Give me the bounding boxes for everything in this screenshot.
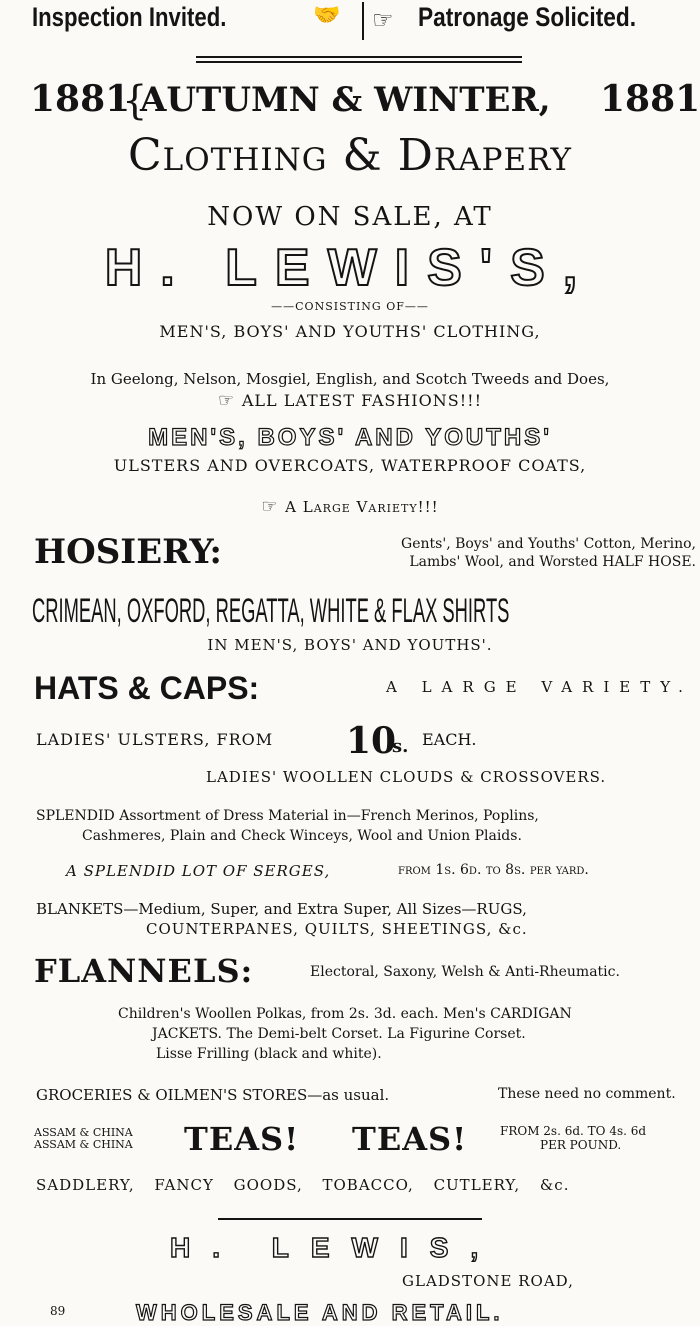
header-row xyxy=(0,0,700,40)
hosiery-title: HOSIERY: xyxy=(34,532,222,572)
childrens-line3: Lisse Frilling (black and white). xyxy=(156,1046,382,1062)
large-variety: A Large Variety!!! xyxy=(285,498,439,516)
ladies-price: 10 xyxy=(346,720,397,762)
teas-price2: PER POUND. xyxy=(540,1138,622,1152)
serges-text: A SPLENDID LOT OF SERGES, xyxy=(66,862,331,880)
tweeds-line: In Geelong, Nelson, Mosgiel, English, and Scotch Tweeds and Does, xyxy=(90,370,610,388)
teas-label2: ASSAM & CHINA xyxy=(34,1138,133,1151)
shirts-row xyxy=(0,592,700,632)
hats-variety: A LARGE VARIETY. xyxy=(386,678,693,696)
hats-title: HATS & CAPS: xyxy=(34,670,260,706)
hosiery-row xyxy=(0,532,700,580)
footer-trade: WHOLESALE AND RETAIL. xyxy=(136,1300,504,1325)
season-title: AUTUMN & WINTER, xyxy=(140,80,551,120)
flannels-title: FLANNELS: xyxy=(34,952,254,990)
ulsters-items: ULSTERS AND OVERCOATS, WATERPROOF COATS, xyxy=(113,456,587,475)
dress-line2: Cashmeres, Plain and Check Winceys, Wool and Union Plaids. xyxy=(82,828,522,844)
page-number: 89 xyxy=(50,1304,66,1318)
mens-clothing-text: MEN'S, BOYS' AND YOUTHS' CLOTHING, xyxy=(159,322,541,341)
ladies-price-unit: s. xyxy=(392,736,409,757)
latest-fashions: ALL LATEST FASHIONS!!! xyxy=(241,391,482,410)
blankets-line2: COUNTERPANES, QUILTS, SHEETINGS, &c. xyxy=(146,920,528,938)
hosiery-line1: Gents', Boys' and Youths' Cotton, Merino, xyxy=(401,536,696,552)
header-divider xyxy=(362,2,364,40)
divider-rule xyxy=(196,61,522,63)
flannels-row xyxy=(0,952,700,996)
pointing-hand-icon: ☞ xyxy=(261,496,286,517)
footer-merchant-row xyxy=(0,1232,700,1272)
teas-row xyxy=(0,1120,700,1164)
ladies-ulsters: LADIES' ULSTERS, FROM xyxy=(36,730,274,749)
divider-rule xyxy=(218,1218,482,1220)
serges-price: from 1s. 6d. to 8s. per yard. xyxy=(398,862,589,878)
groceries-comment: These need no comment. xyxy=(498,1086,676,1102)
footer-merchant: H. LEWIS, xyxy=(170,1232,501,1263)
childrens-line2: JACKETS. The Demi-belt Corset. La Figurine Corset. xyxy=(152,1026,526,1042)
ladies-each: EACH. xyxy=(422,730,477,749)
ladies-clouds: LADIES' WOOLLEN CLOUDS & CROSSOVERS. xyxy=(206,768,607,786)
inspection-invited: Inspection Invited. xyxy=(32,2,227,32)
footer-trade-row xyxy=(0,1300,700,1324)
patronage-solicited: Patronage Solicited. xyxy=(418,2,637,32)
hats-row xyxy=(0,670,700,710)
consisting-of: ——CONSISTING OF—— xyxy=(271,300,429,313)
season-year-right: 1881 xyxy=(600,78,700,120)
dress-line1: SPLENDID Assortment of Dress Material in—French Merinos, Poplins, xyxy=(36,808,539,824)
pointing-hand-icon: ☞ xyxy=(372,6,394,34)
teas-word2: TEAS! xyxy=(352,1120,468,1158)
teas-price1: FROM 2s. 6d. TO 4s. 6d xyxy=(500,1124,647,1138)
ladies-row xyxy=(0,720,700,764)
variety-row xyxy=(0,496,700,517)
clothing-drapery-title: Clothing & Drapery xyxy=(128,130,572,181)
saddlery-text: SADDLERY, FANCY GOODS, TOBACCO, CUTLERY, &c. xyxy=(36,1176,570,1194)
flannels-types: Electoral, Saxony, Welsh & Anti-Rheumatic. xyxy=(310,964,620,980)
latest-fashions-row xyxy=(0,390,700,411)
childrens-line1: Children's Woollen Polkas, from 2s. 3d. each. Men's CARDIGAN xyxy=(118,1006,572,1022)
pointing-hand-icon: ☞ xyxy=(218,390,242,411)
season-year-left: 1881 xyxy=(30,78,131,120)
shirts-title: CRIMEAN, OXFORD, REGATTA, WHITE & FLAX SHIRTS xyxy=(32,592,510,630)
blankets-line1: BLANKETS—Medium, Super, and Extra Super, All Sizes—RUGS, xyxy=(36,900,527,918)
divider-rule xyxy=(196,56,522,58)
teas-label1: ASSAM & CHINA xyxy=(34,1126,133,1139)
groceries-text: GROCERIES & OILMEN'S STORES—as usual. xyxy=(36,1086,390,1104)
now-on-sale: NOW ON SALE, AT xyxy=(207,202,493,232)
merchant-name: H. LEWIS'S, xyxy=(104,239,596,297)
footer-address: GLADSTONE ROAD, xyxy=(402,1272,574,1290)
clasped-hands-icon: 🤝 xyxy=(313,3,341,28)
mens-clothing-title xyxy=(0,322,700,341)
shirts-sub: IN MEN'S, BOYS' AND YOUTHS'. xyxy=(207,636,493,654)
season-brace: { xyxy=(122,78,148,124)
hosiery-line2: Lambs' Wool, and Worsted HALF HOSE. xyxy=(409,554,696,570)
ulsters-outline-title: MEN'S, BOYS' AND YOUTHS' xyxy=(148,424,552,451)
season-row xyxy=(0,78,700,124)
teas-word1: TEAS! xyxy=(184,1120,300,1158)
